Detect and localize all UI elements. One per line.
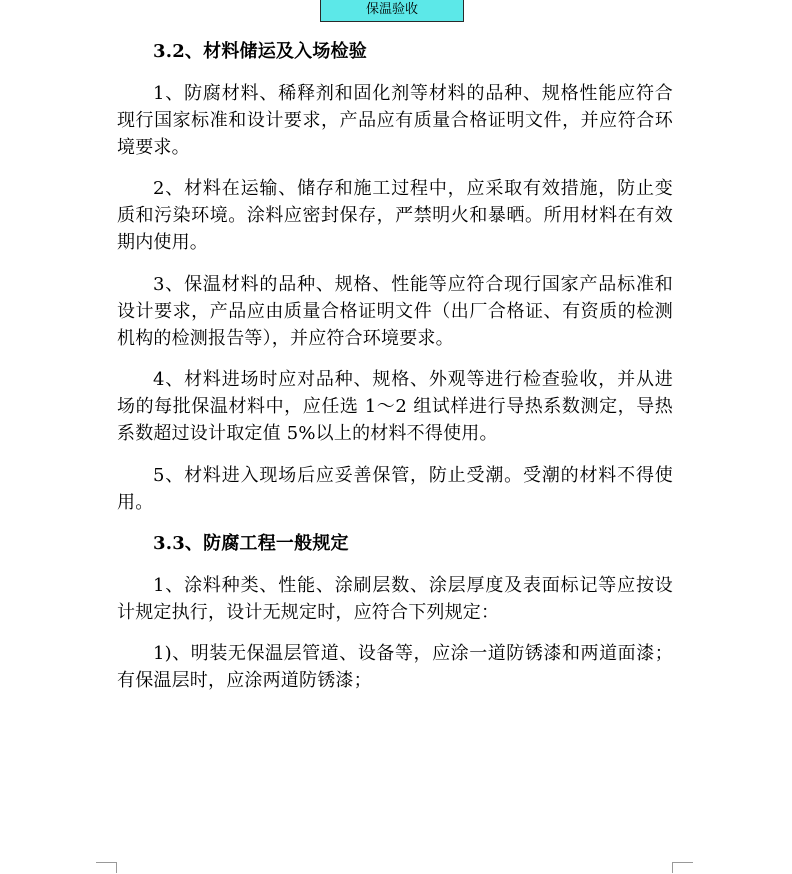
- paragraph: [117, 80, 673, 161]
- page-corner-mark-left: [96, 862, 117, 873]
- paragraph-line: 境要求。: [117, 136, 190, 158]
- paragraph-line: 3、保温材料的品种、规格、性能等应符合现行国家产品标准和: [153, 273, 673, 295]
- paragraph: [117, 366, 673, 447]
- paragraph-line: 1、涂料种类、性能、涂刷层数、涂层厚度及表面标记等应按设: [153, 574, 673, 596]
- paragraph-line: 系数超过设计取定值 5%以上的材料不得使用。: [117, 423, 498, 444]
- paragraph-line: 2、材料在运输、储存和施工过程中，应采取有效措施，防止变: [153, 178, 673, 199]
- paragraph-line: 场的每批保温材料中，应任选 1～2 组试样进行导热系数测定，导热: [117, 396, 673, 417]
- page-corner-mark-right: [672, 862, 693, 873]
- paragraph: [117, 640, 673, 694]
- paragraph-line: 现行国家标准和设计要求，产品应有质量合格证明文件，并应符合环: [117, 109, 673, 131]
- section-heading-3-2: 3.2、材料储运及入场检验: [153, 41, 367, 62]
- paragraph-line: 用。: [117, 491, 154, 513]
- paragraph-line: 1、防腐材料、稀释剂和固化剂等材料的品种、规格性能应符合: [153, 82, 673, 104]
- paragraph: [117, 572, 673, 626]
- tab-insulation-acceptance[interactable]: 保温验收: [320, 0, 464, 22]
- paragraph-line: 4、材料进场时应对品种、规格、外观等进行检查验收，并从进: [153, 369, 673, 390]
- paragraph: [117, 175, 673, 256]
- paragraph-line: 计规定执行，设计无规定时，应符合下列规定：: [117, 601, 500, 623]
- paragraph-line: 5、材料进入现场后应妥善保管，防止受潮。受潮的材料不得使: [153, 464, 673, 486]
- paragraph: [117, 462, 673, 516]
- paragraph-line: 质和污染环境。涂料应密封保存，严禁明火和暴晒。所用材料在有效: [117, 205, 673, 226]
- paragraph-line: 1)、明装无保温层管道、设备等，应涂一道防锈漆和两道面漆；: [153, 643, 673, 664]
- paragraph: [117, 271, 673, 352]
- document-page: [117, 38, 673, 709]
- paragraph-line: 设计要求，产品应由质量合格证明文件（出厂合格证、有资质的检测: [117, 300, 673, 322]
- paragraph-line: 机构的检测报告等），并应符合环境要求。: [117, 327, 454, 349]
- paragraph-line: 期内使用。: [117, 232, 208, 253]
- section-heading-3-3: 3.3、防腐工程一般规定: [153, 533, 349, 554]
- paragraph-line: 有保温层时，应涂两道防锈漆；: [117, 670, 372, 691]
